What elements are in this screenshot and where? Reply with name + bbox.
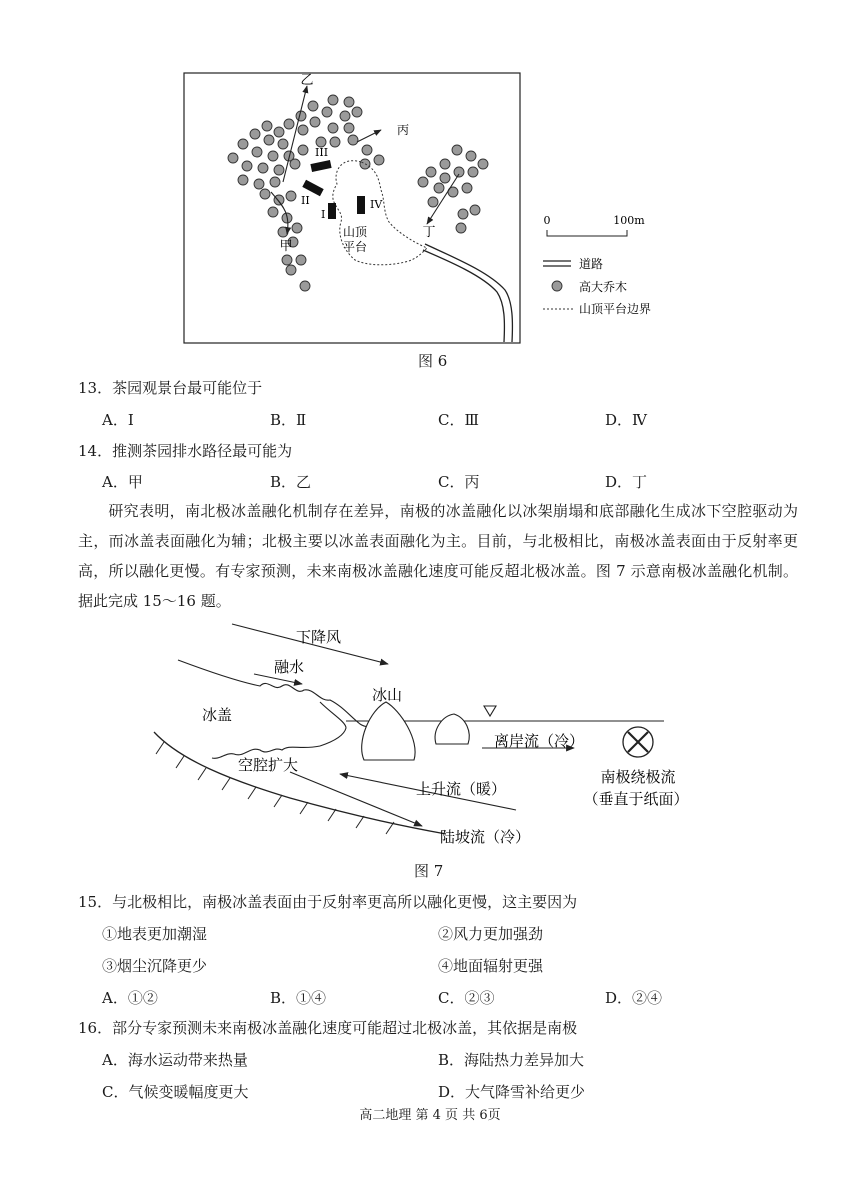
q16-option-a: A．海水运动带来热量 <box>102 1051 248 1069</box>
q13-option-d: D．Ⅳ <box>605 411 648 429</box>
tree-symbol <box>428 197 438 207</box>
tree-symbol <box>262 121 272 131</box>
tree-symbol <box>462 183 472 193</box>
tree-symbol <box>268 151 278 161</box>
label-ding: 丁 <box>422 225 436 240</box>
label-site-III: III <box>315 146 329 159</box>
tree-symbol <box>278 227 288 237</box>
label-jia: 甲 <box>279 239 293 254</box>
legend-tree-label: 高大乔木 <box>579 280 628 294</box>
tree-symbol <box>296 111 306 121</box>
scale-end: 100m <box>613 214 645 227</box>
label-site-II: II <box>301 194 310 207</box>
q14-stem: 14．推测茶园排水路径最可能为 <box>78 442 293 460</box>
q14-option-d: D．丁 <box>605 473 648 491</box>
label-upwelling: 上升流（暖） <box>416 780 507 798</box>
tree-symbol <box>264 135 274 145</box>
label-icecap: 冰盖 <box>202 706 233 724</box>
tree-symbol <box>286 191 296 201</box>
label-bing: 丙 <box>397 123 410 137</box>
q16-option-d: D．大气降雪补给更少 <box>438 1083 586 1101</box>
tree-symbol <box>362 145 372 155</box>
tree-symbol <box>374 155 384 165</box>
tree-symbol <box>242 161 252 171</box>
figure-7 <box>150 620 710 850</box>
tree-symbol <box>434 183 444 193</box>
tree-symbol <box>458 209 468 219</box>
legend-tree-symbol <box>552 281 562 291</box>
tree-symbol <box>348 135 358 145</box>
tree-symbol <box>298 145 308 155</box>
q15-item-4: ④地面辐射更强 <box>438 957 544 975</box>
tree-symbol <box>328 123 338 133</box>
tree-symbol <box>426 167 436 177</box>
iceberg-small <box>435 714 469 744</box>
arrow-slope-current <box>290 772 422 826</box>
label-circumpolar-line2: （垂直于纸面） <box>583 790 689 808</box>
q15-option-a: A．①② <box>102 989 158 1007</box>
q13-option-a: A．Ⅰ <box>102 411 134 429</box>
label-site-IV: IV <box>370 198 383 211</box>
label-summit-line1: 山顶 <box>342 225 368 239</box>
tree-symbol <box>228 153 238 163</box>
passage <box>78 496 798 616</box>
figure-6-map <box>183 72 687 344</box>
q16-stem: 16．部分专家预测未来南极冰盖融化速度可能超过北极冰盖，其依据是南极 <box>78 1019 578 1037</box>
tree-symbol <box>470 205 480 215</box>
label-summit-line2: 平台 <box>342 240 368 254</box>
legend-road-label: 道路 <box>579 257 604 271</box>
tree-symbol <box>284 119 294 129</box>
tree-symbol <box>468 167 478 177</box>
iceberg-large <box>362 702 415 760</box>
legend-boundary-label: 山顶平台边界 <box>579 302 652 316</box>
q15-option-d: D．②④ <box>605 989 663 1007</box>
scale-bar <box>547 230 627 236</box>
tree-symbol <box>452 145 462 155</box>
q13-stem: 13．茶园观景台最可能位于 <box>78 379 263 397</box>
q13-option-b: B．Ⅱ <box>270 411 307 429</box>
tree-symbol <box>310 117 320 127</box>
label-offshore-current: 离岸流（冷） <box>494 732 585 750</box>
label-yi: 乙 <box>300 73 314 88</box>
passage-text: 研究表明，南北极冰盖融化机制存在差异，南极的冰盖融化以冰架崩塌和底部融化生成冰下空腔驱动为主，而冰盖表面融化为辅；北极主要以冰盖表面融化为主。目前，与北极相比，南极冰盖表面由于反射率更高，所以融化更慢。有专家预测，未来南极冰盖融化速度可能反超北极冰盖。图 7 示意南极冰盖融化机制。据此完成 15～16 题。 <box>78 502 798 610</box>
arrow-bing <box>357 130 381 142</box>
q15-item-3: ③烟尘沉降更少 <box>102 957 208 975</box>
tree-symbol <box>478 159 488 169</box>
tree-symbol <box>418 177 428 187</box>
tree-symbol <box>254 179 264 189</box>
tree-symbol <box>454 167 464 177</box>
label-downwind: 下降风 <box>296 628 342 646</box>
figure-7-diagram <box>150 620 710 850</box>
tree-symbol <box>282 255 292 265</box>
tree-symbol <box>258 163 268 173</box>
label-circumpolar-line1: 南极绕极流 <box>600 768 676 786</box>
figure-6-caption: 图 6 <box>418 352 448 370</box>
tree-symbol <box>352 107 362 117</box>
q15-item-2: ②风力更加强劲 <box>438 925 544 943</box>
tree-symbol <box>252 147 262 157</box>
tree-symbol <box>278 139 288 149</box>
tree-symbol <box>274 127 284 137</box>
label-cavity: 空腔扩大 <box>238 756 299 774</box>
tree-symbol <box>298 125 308 135</box>
tree-symbol <box>308 101 318 111</box>
label-slope-current: 陆坡流（冷） <box>440 828 531 846</box>
tree-symbol <box>344 123 354 133</box>
q16-option-c: C．气候变暖幅度更大 <box>102 1083 249 1101</box>
tree-symbol <box>466 151 476 161</box>
tree-symbol <box>296 255 306 265</box>
tree-symbol <box>322 107 332 117</box>
label-iceberg: 冰山 <box>372 686 403 704</box>
tree-symbol <box>250 129 260 139</box>
figure-7-caption: 图 7 <box>414 862 444 880</box>
road-edge-outer <box>423 250 504 342</box>
site-IV-bar <box>357 196 365 214</box>
water-level-marker <box>484 706 496 716</box>
q15-option-b: B．①④ <box>270 989 327 1007</box>
figure-6 <box>183 72 687 344</box>
label-site-I: I <box>321 208 326 221</box>
tree-symbol <box>328 95 338 105</box>
tree-symbol <box>274 165 284 175</box>
tree-symbol <box>440 159 450 169</box>
site-I-bar <box>328 203 336 219</box>
tree-symbol <box>286 265 296 275</box>
tree-symbol <box>260 189 270 199</box>
q15-option-c: C．②③ <box>438 989 495 1007</box>
tree-symbol <box>300 281 310 291</box>
q15-item-1: ①地表更加潮湿 <box>102 925 208 943</box>
tree-symbol <box>238 175 248 185</box>
q14-option-a: A．甲 <box>102 473 143 491</box>
tree-symbol <box>238 139 248 149</box>
q16-option-b: B．海陆热力差异加大 <box>438 1051 585 1069</box>
tree-symbol <box>344 97 354 107</box>
page-footer: 高二地理 第 4 页 共 6页 <box>359 1108 501 1123</box>
tree-symbol <box>268 207 278 217</box>
road-edge-inner <box>425 244 512 342</box>
site-III-bar <box>310 160 331 172</box>
tree-symbol <box>292 223 302 233</box>
q14-option-b: B．乙 <box>270 473 312 491</box>
tree-symbol <box>456 223 466 233</box>
tree-symbol <box>340 111 350 121</box>
tree-symbol <box>440 173 450 183</box>
q13-option-c: C．Ⅲ <box>438 411 479 429</box>
q14-option-c: C．丙 <box>438 473 480 491</box>
q15-stem: 15．与北极相比，南极冰盖表面由于反射率更高所以融化更慢，这主要因为 <box>78 893 578 911</box>
scale-zero: 0 <box>543 214 551 227</box>
tree-symbol <box>270 177 280 187</box>
tree-symbol <box>330 137 340 147</box>
label-meltwater: 融水 <box>274 658 305 676</box>
tree-symbol <box>290 159 300 169</box>
